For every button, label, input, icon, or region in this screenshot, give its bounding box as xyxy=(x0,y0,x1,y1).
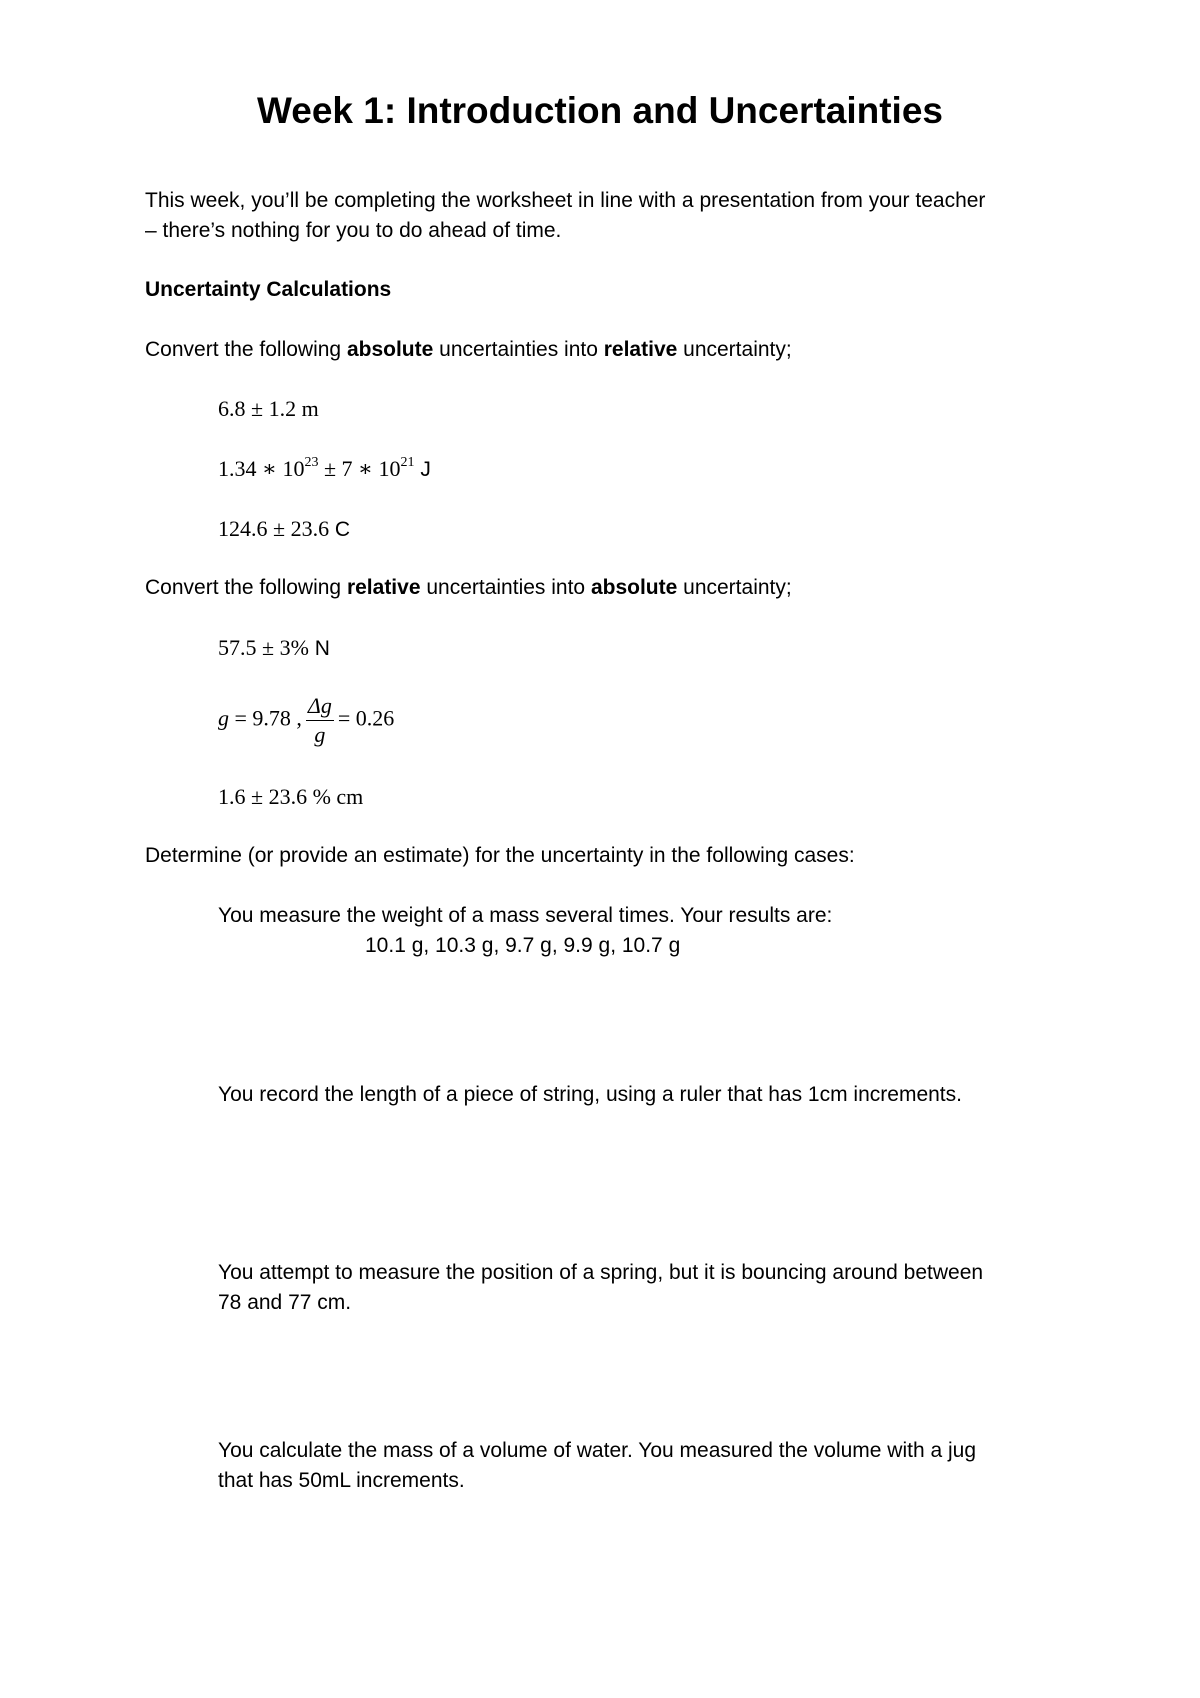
q1-item-3-value: 124.6 ± 23.6 xyxy=(218,516,330,541)
q3-heading: Determine (or provide an estimate) for the uncertainty in the following cases: xyxy=(145,844,855,867)
q2-item-2-rhs: = 0.26 xyxy=(337,705,395,731)
q2-item-1-value: 57.5 ± 3% xyxy=(218,635,309,660)
q2-item-1-unit: N xyxy=(308,637,330,660)
q2-item-3: 1.6 ± 23.6 % cm xyxy=(218,784,364,809)
q1-mid: uncertainties into xyxy=(433,338,604,361)
q1-item-3 xyxy=(218,514,350,545)
q2-item-1 xyxy=(218,633,330,664)
q1-item-2-mantissa: 1.34 ∗ 10 xyxy=(218,456,305,481)
q2-item-2-lhs-rest: = 9.78 , xyxy=(229,705,302,731)
q2-bold-relative: relative xyxy=(346,576,421,599)
page-title: Week 1: Introduction and Uncertainties xyxy=(257,90,943,131)
q2-item-2-numerator: Δg xyxy=(306,692,334,721)
q3-case-1-line-1: You measure the weight of a mass several times. Your results are: xyxy=(218,904,833,927)
q2-item-2-lhs-var: g xyxy=(218,705,229,731)
q1-item-2 xyxy=(218,454,431,485)
intro-line-2: – there’s nothing for you to do ahead of time. xyxy=(145,219,562,242)
intro-line-1: This week, you’ll be completing the worksheet in line with a presentation from your teacher xyxy=(145,189,986,212)
q2-item-2-fraction xyxy=(306,692,334,749)
q2-suffix: uncertainty; xyxy=(677,576,792,599)
q2-bold-absolute: absolute xyxy=(590,576,678,599)
q3-case-3-line-1: You attempt to measure the position of a spring, but it is bouncing around between xyxy=(218,1261,984,1284)
q1-bold-relative: relative xyxy=(603,338,678,361)
q3-case-2: You record the length of a piece of string, using a ruler that has 1cm increments. xyxy=(218,1083,962,1106)
q1-item-1: 6.8 ± 1.2 m xyxy=(218,396,319,421)
q1-bold-absolute: absolute xyxy=(346,338,434,361)
q1-item-2-exp1: 23 xyxy=(304,455,319,470)
q1-item-2-mid: ± 7 ∗ 10 xyxy=(318,456,401,481)
q2-item-2 xyxy=(218,692,394,749)
q3-case-4-line-1: You calculate the mass of a volume of water. You measured the volume with a jug xyxy=(218,1439,977,1462)
q1-prefix: Convert the following xyxy=(145,338,347,361)
section-heading xyxy=(145,275,391,305)
q3-case-1-results: 10.1 g, 10.3 g, 9.7 g, 9.9 g, 10.7 g xyxy=(365,934,681,957)
q1-item-2-exp2: 21 xyxy=(400,455,415,470)
q1-instruction xyxy=(145,335,792,365)
q2-item-2-denominator: g xyxy=(314,722,326,747)
q1-item-3-unit: C xyxy=(329,518,351,541)
q1-item-2-unit: J xyxy=(414,458,431,481)
q2-instruction xyxy=(145,573,792,603)
q1-suffix: uncertainty; xyxy=(677,338,792,361)
q3-case-4-line-2: that has 50mL increments. xyxy=(218,1469,465,1492)
q2-mid: uncertainties into xyxy=(420,576,591,599)
q3-case-3-line-2: 78 and 77 cm. xyxy=(218,1291,352,1314)
section-heading-text: Uncertainty Calculations xyxy=(145,278,392,301)
q2-prefix: Convert the following xyxy=(145,576,347,599)
